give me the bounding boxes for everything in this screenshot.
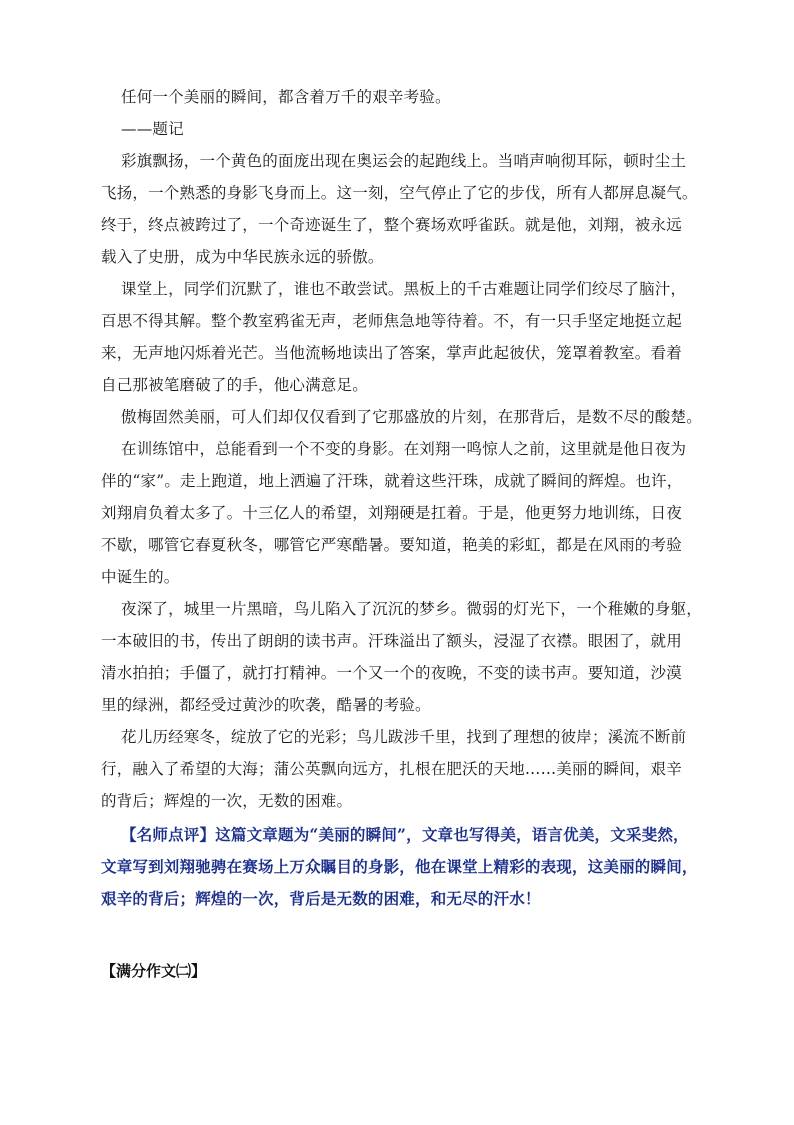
section-heading: 【满分作文㈡】 [101,962,207,980]
teacher-comment-text: 这篇文章题为“美丽的瞬间”，文章也写得美，语言优美，文采斐然， [215,825,689,844]
paragraph-line: 行，融入了希望的大海；蒲公英飘向远方，扎根在肥沃的天地……美丽的瞬间，艰辛 [101,760,682,778]
paragraph-line: 在训练馆中，总能看到一个不变的身影。在刘翔一鸣惊人之前，这里就是他日夜为 [121,440,687,458]
paragraph-line: 终于，终点被跨过了，一个奇迹诞生了，整个赛场欢呼雀跃。就是他，刘翔，被永远 [101,216,682,234]
epigraph-quote: 任何一个美丽的瞬间，都含着万千的艰辛考验。 [121,88,451,106]
paragraph-line: 里的绿洲，都经受过黄沙的吹袭，酷暑的考验。 [101,696,431,714]
paragraph-line: 课堂上，同学们沉默了，谁也不敢尝试。黑板上的千古难题让同学们绞尽了脑汁， [121,280,687,298]
paragraph-line: 傲梅固然美丽，可人们却仅仅看到了它那盛放的片刻，在那背后，是数不尽的酸楚。 [121,408,702,426]
paragraph-line: 自己那被笔磨破了的手，他心满意足。 [101,376,368,394]
teacher-comment-line: 文章写到刘翔驰骋在赛场上万众瞩目的身影，他在课堂上精彩的表现，这美丽的瞬间， [101,857,698,876]
epigraph-attribution: ——题记 [121,120,184,138]
paragraph-line: 夜深了，城里一片黑暗，鸟儿陷入了沉沉的梦乡。微弱的灯光下，一个稚嫩的身躯， [121,600,702,618]
paragraph-line: 伴的“家”。走上跑道，地上洒遍了汗珠，就着这些汗珠，成就了瞬间的辉煌。也许， [101,472,683,490]
paragraph-line: 彩旗飘扬，一个黄色的面庞出现在奥运会的起跑线上。当哨声响彻耳际，顿时尘土 [121,152,687,170]
teacher-comment-line [0,825,794,845]
paragraph-line: 不歇，哪管它春夏秋冬，哪管它严寒酷暑。要知道，艳美的彩虹，都是在风雨的考验 [101,536,682,554]
teacher-comment-line: 艰辛的背后；辉煌的一次，背后是无数的困难，和无尽的汗水！ [101,889,541,908]
paragraph-line: 清水拍拍；手僵了，就打打精神。一个又一个的夜晚，不变的读书声。要知道，沙漠 [101,664,682,682]
paragraph-line: 花儿历经寒冬，绽放了它的光彩；鸟儿跋涉千里，找到了理想的彼岸；溪流不断前 [121,728,687,746]
paragraph-line: 百思不得其解。整个教室鸦雀无声，老师焦急地等待着。不，有一只手坚定地挺立起 [101,312,682,330]
paragraph-line: 中诞生的。 [101,568,180,586]
paragraph-line: 刘翔肩负着太多了。十三亿人的希望，刘翔硬是扛着。于是，他更努力地训练，日夜 [101,504,682,522]
paragraph-line: 的背后；辉煌的一次，无数的困难。 [101,792,353,810]
paragraph-line: 载入了史册，成为中华民族永远的骄傲。 [101,248,384,266]
paragraph-line: 来，无声地闪烁着光芒。当他流畅地读出了答案，掌声此起彼伏，笼罩着教室。看着 [101,344,682,362]
teacher-comment-tag: 【名师点评】 [121,825,216,844]
paragraph-line: 一本破旧的书，传出了朗朗的读书声。汗珠溢出了额头，浸湿了衣襟。眼困了，就用 [101,632,682,650]
paragraph-line: 飞扬，一个熟悉的身影飞身而上。这一刻，空气停止了它的步伐，所有人都屏息凝气。 [101,184,698,202]
